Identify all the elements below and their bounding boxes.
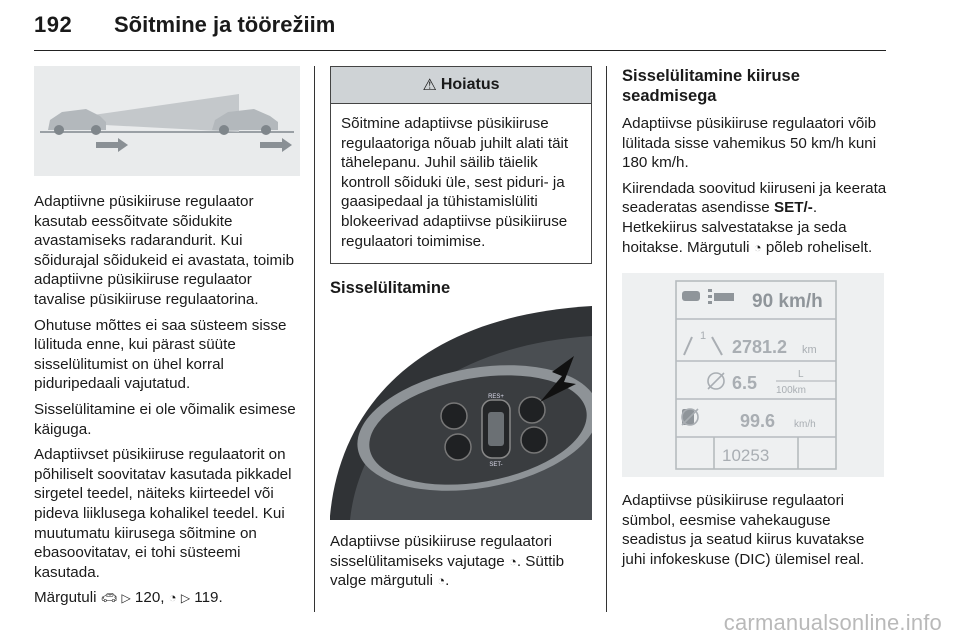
- page-header: [34, 6, 886, 51]
- warning-header: [331, 67, 591, 104]
- column-middle: [330, 66, 592, 597]
- set-label: SET-: [489, 462, 503, 469]
- vehicle-ahead-icon: [682, 291, 700, 301]
- paragraph: Sisselülitamine ei ole võimalik esimese käiguga.: [34, 400, 296, 438]
- dic-total-odometer: 10253: [722, 446, 770, 466]
- cruise-control-button-icon: ◔: [508, 553, 517, 569]
- res-label: RES+: [488, 394, 504, 401]
- section-heading: Sisselülitamine: [330, 279, 451, 298]
- figure-caption: Adaptiivse püsikiiruse regulaatori sümbol, eesmise vahekauguse seadistus ja seatud kiirus kuvatakse juhi infokeskuse (DIC) ülemisel real.: [622, 492, 865, 568]
- chapter-title: Sõitmine ja töörežiim: [114, 12, 336, 37]
- warning-body: Sõitmine adaptiivse püsikiiruse regulaatoriga nõuab juhilt alati täit tähelepanu. Juhil säilib täielik kontroll sõiduki üle, sest piduri- ja gaasipedaal ja tühistamislüliti blokeerivad adaptiivse püsikiiruse regulaatori toimimise.: [341, 115, 569, 250]
- dic-average-speed: 99.6: [740, 411, 776, 432]
- steering-wheel-figure: [330, 306, 592, 520]
- column-right: [622, 66, 888, 576]
- column-divider: [314, 66, 315, 612]
- page-ref-icon: ▷: [180, 591, 191, 606]
- svg-text:km/h: km/h: [794, 419, 816, 431]
- dic-set-speed: 90 km/h: [752, 291, 823, 313]
- page-ref-icon: ▷: [121, 591, 131, 606]
- set-control-label: SET/-: [774, 199, 813, 217]
- driver-info-center-display: [622, 273, 884, 477]
- cruise-control-icon: ◔: [168, 590, 177, 606]
- dic-odometer: 2781.2: [732, 337, 788, 358]
- paragraph-indicator-refs: Märgutuli 🚗︎ ▷ 120, ◔ ▷ 119.: [34, 589, 223, 607]
- svg-text:L: L: [798, 369, 804, 381]
- paragraph: Adaptiivne püsikiiruse regulaator kasutab eessõitvate sõidukite avastamiseks radarandurit. Kui sõidurajal sõidukeid ei avastata, toimib adaptiivne püsikiiruse regulaator tavalise püsikiiruse regulaatorina.: [34, 193, 295, 308]
- dic-consumption: 6.5: [732, 373, 758, 394]
- paragraph: Adaptiivse püsikiiruse regulaatori võib lülitada sisse vahemikus 50 km/h kuni 180 km/h.: [622, 115, 877, 172]
- cruise-control-icon: ◔: [753, 239, 762, 255]
- watermark: carmanualsonline.info: [723, 610, 942, 635]
- dic-screen: [622, 273, 884, 477]
- steering-wheel-photo: [330, 306, 592, 520]
- column-divider: [606, 66, 607, 612]
- section-heading: Sisselülitamine kiiruse seadmisega: [622, 67, 800, 105]
- cruise-control-icon: ◔: [437, 573, 446, 589]
- figure-caption: Adaptiivse püsikiiruse regulaatori sisselülitamiseks vajutage ◔. Süttib valge märgutuli ◔.: [330, 533, 565, 590]
- paragraph: Ohutuse mõttes ei saa süsteem sisse lülituda enne, kui pärast süüte sisselülitumist on ühel korral piduripedaali vajutatud.: [34, 316, 287, 393]
- warning-box: [330, 66, 592, 264]
- radar-illustration: [34, 66, 300, 176]
- svg-text:km: km: [802, 344, 817, 357]
- svg-text:100km: 100km: [776, 385, 807, 397]
- radar-sensor-figure: [34, 66, 300, 176]
- paragraph: Adaptiivset püsikiiruse regulaatorit on põhiliselt soovitatav kasutada pikkadel sirgetel teedel, näiteks kiirteedel või pideva liiklusega kohalikel teedel. Kui muutumatu kiirusega sõitmine on ebasoovitatav, ei tohi süsteemi kasutada.: [34, 446, 292, 581]
- following-distance-icon: [714, 293, 734, 301]
- warning-triangle-icon: ⚠: [422, 77, 437, 94]
- page-number: 192: [34, 12, 73, 37]
- car-icon: 🚗︎: [100, 590, 118, 606]
- column-left: [34, 66, 300, 615]
- dic-gear-number: 1: [700, 330, 707, 343]
- warning-title: Hoiatus: [440, 76, 500, 93]
- paragraph: Kiirendada soovitud kiiruseni ja keerata seaderatas asendisse SET/-. Hetkekiirus salvestatakse ja seda hoitakse. Märgutuli ◔ põleb roheliselt.: [622, 179, 887, 256]
